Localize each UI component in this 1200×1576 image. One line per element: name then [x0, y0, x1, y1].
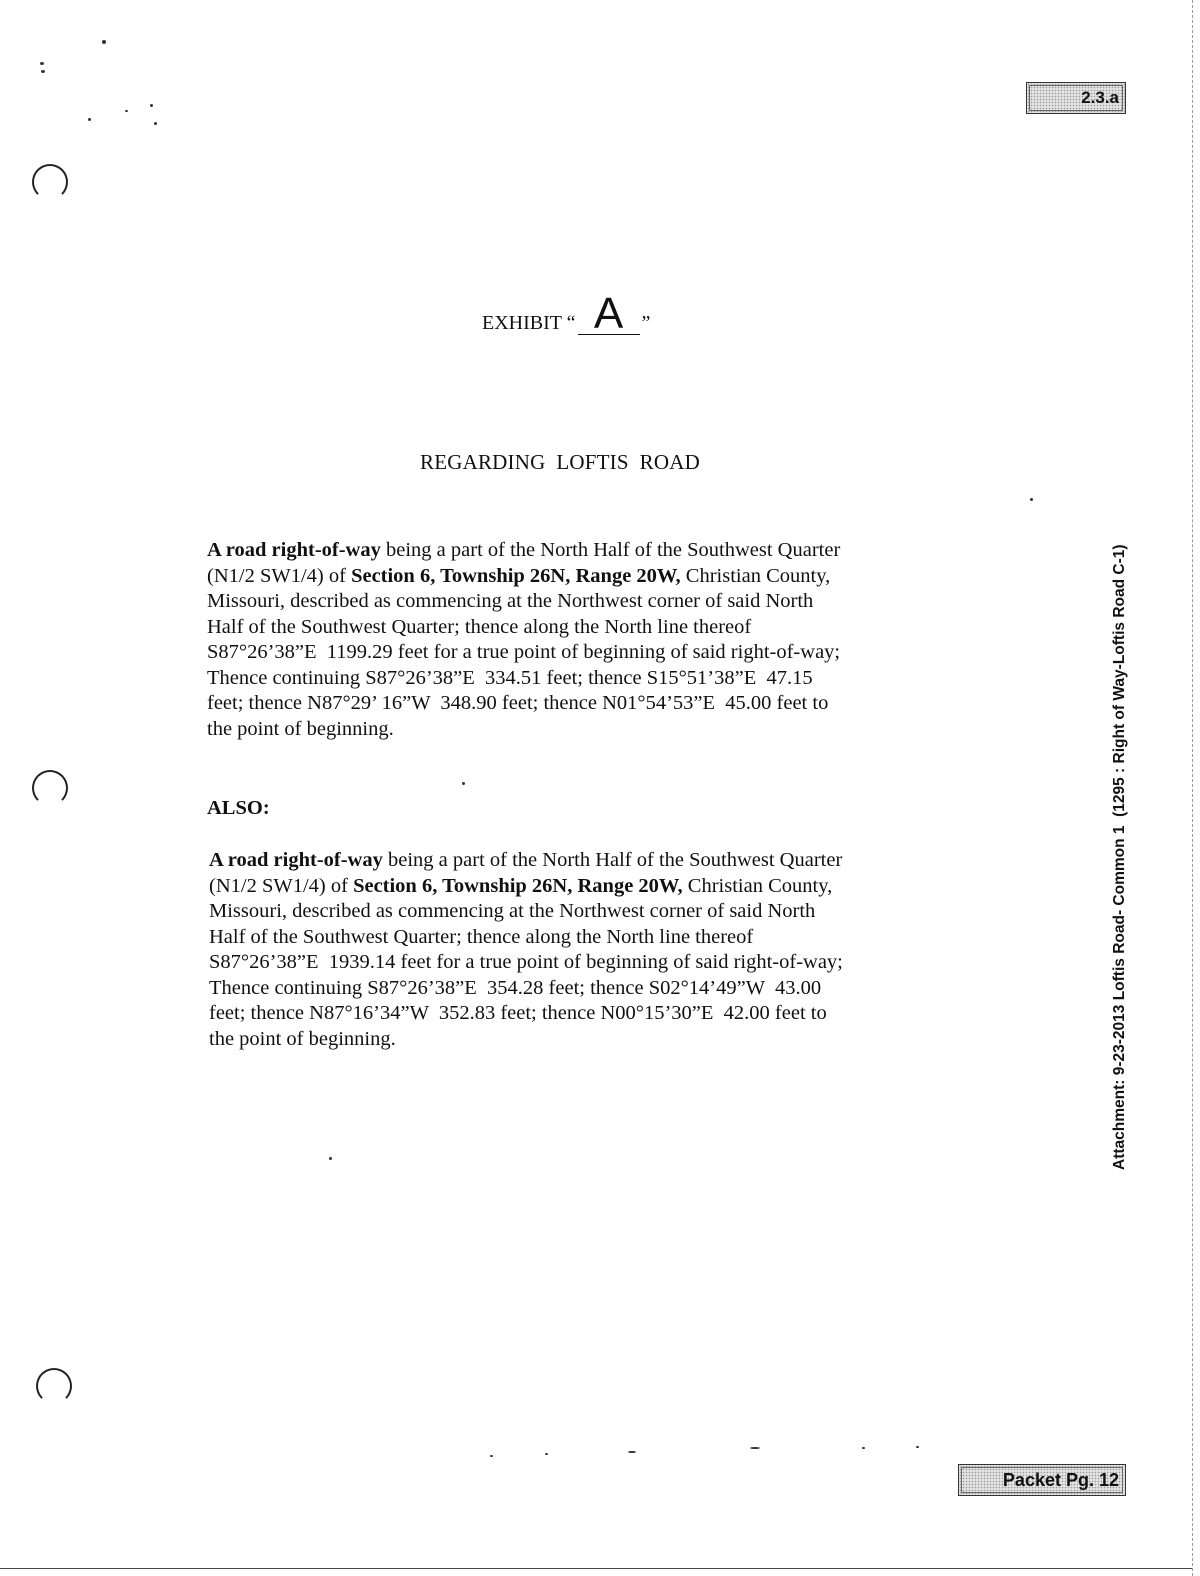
scan-speck — [462, 782, 465, 785]
binder-hole-top — [32, 164, 68, 200]
binder-hole-middle — [32, 770, 68, 806]
scan-speck — [102, 40, 106, 44]
attachment-side-label: Attachment: 9-23-2013 Loftis Road- Common 1 (1295 : Right of Way-Loftis Road C-1) — [1111, 544, 1128, 1170]
packet-page-tag — [958, 1464, 1126, 1496]
bold-text: Section 6, Township 26N, Range 20W, — [353, 874, 683, 897]
paragraph-line — [207, 640, 967, 666]
paragraph-line — [207, 615, 967, 641]
paragraph-line — [209, 976, 969, 1002]
paragraph-line — [207, 717, 967, 743]
text-run: Missouri, described as commencing at the Northwest corner of said North — [207, 590, 814, 612]
scan-speck — [150, 104, 153, 107]
text-run: the point of beginning. — [209, 1027, 396, 1050]
text-run: being a part of the North Half of the Southwest Quarter — [382, 849, 843, 871]
scan-speck — [41, 70, 45, 73]
text-run: feet; thence N87°29’ 16”W 348.90 feet; thence N01°54’53”E 45.00 feet to — [207, 692, 829, 714]
text-run: Christian County, — [680, 564, 831, 587]
bold-text: A road right-of-way — [209, 849, 383, 871]
subject-heading: REGARDING LOFTIS ROAD — [420, 450, 700, 474]
paragraph-line — [209, 950, 969, 976]
paragraph-line — [209, 848, 969, 874]
scan-speck — [154, 122, 157, 125]
also-heading: ALSO: — [207, 797, 270, 819]
paragraph-line — [209, 1001, 969, 1027]
paragraph-line — [209, 1027, 969, 1053]
scan-speck — [1030, 498, 1033, 501]
text-run: Thence continuing S87°26’38”E 354.28 feet; thence S02°14’49”W 43.00 — [209, 976, 822, 999]
scan-speck — [545, 1453, 548, 1455]
text-run: (N1/2 SW1/4) of — [209, 874, 354, 897]
scan-speck — [628, 1451, 636, 1453]
text-run: Half of the Southwest Quarter; thence along the North line thereof — [209, 925, 754, 948]
legal-description-1 — [207, 538, 967, 742]
exhibit-suffix: ” — [641, 312, 651, 334]
text-run: the point of beginning. — [207, 717, 394, 740]
exhibit-letter: A — [578, 294, 640, 335]
text-run: Half of the Southwest Quarter; thence along the North line thereof — [207, 615, 752, 638]
text-run: being a part of the North Half of the Southwest Quarter — [380, 539, 841, 561]
scan-speck — [329, 1157, 332, 1160]
scan-speck — [862, 1447, 865, 1449]
paragraph-line — [207, 589, 967, 615]
scan-speck — [490, 1455, 493, 1457]
page-edge — [1192, 0, 1193, 1576]
paragraph-line — [207, 538, 967, 564]
paragraph-line — [207, 691, 967, 717]
text-run: Christian County, — [682, 874, 833, 897]
legal-description-2 — [209, 848, 969, 1052]
paragraph-line — [209, 925, 969, 951]
paragraph-line — [207, 564, 967, 590]
page-bottom-edge — [0, 1568, 1192, 1569]
agenda-item-tag — [1026, 82, 1126, 114]
bold-text: Section 6, Township 26N, Range 20W, — [351, 564, 681, 587]
scan-speck — [88, 118, 91, 121]
exhibit-title — [482, 289, 651, 338]
scan-speck — [125, 110, 128, 112]
binder-hole-bottom — [36, 1368, 72, 1404]
agenda-item-tag-text: 2.3.a — [1081, 88, 1119, 107]
bold-text: A road right-of-way — [207, 539, 381, 561]
text-run: S87°26’38”E 1939.14 feet for a true point of beginning of said right-of-way; — [209, 951, 843, 973]
paragraph-line — [209, 874, 969, 900]
paragraph-line — [207, 666, 967, 692]
scan-speck — [40, 62, 44, 65]
packet-page-tag-text: Packet Pg. 12 — [1002, 1469, 1119, 1490]
exhibit-prefix: EXHIBIT “ — [482, 312, 576, 334]
scan-speck — [916, 1446, 919, 1448]
text-run: Thence continuing S87°26’38”E 334.51 feet; thence S15°51’38”E 47.15 — [207, 666, 813, 689]
text-run: (N1/2 SW1/4) of — [207, 564, 352, 587]
text-run: feet; thence N87°16’34”W 352.83 feet; thence N00°15’30”E 42.00 feet to — [209, 1002, 827, 1024]
text-run: Missouri, described as commencing at the Northwest corner of said North — [209, 900, 816, 922]
scan-speck — [750, 1447, 760, 1449]
paragraph-line — [209, 899, 969, 925]
text-run: S87°26’38”E 1199.29 feet for a true point of beginning of said right-of-way; — [207, 641, 841, 663]
